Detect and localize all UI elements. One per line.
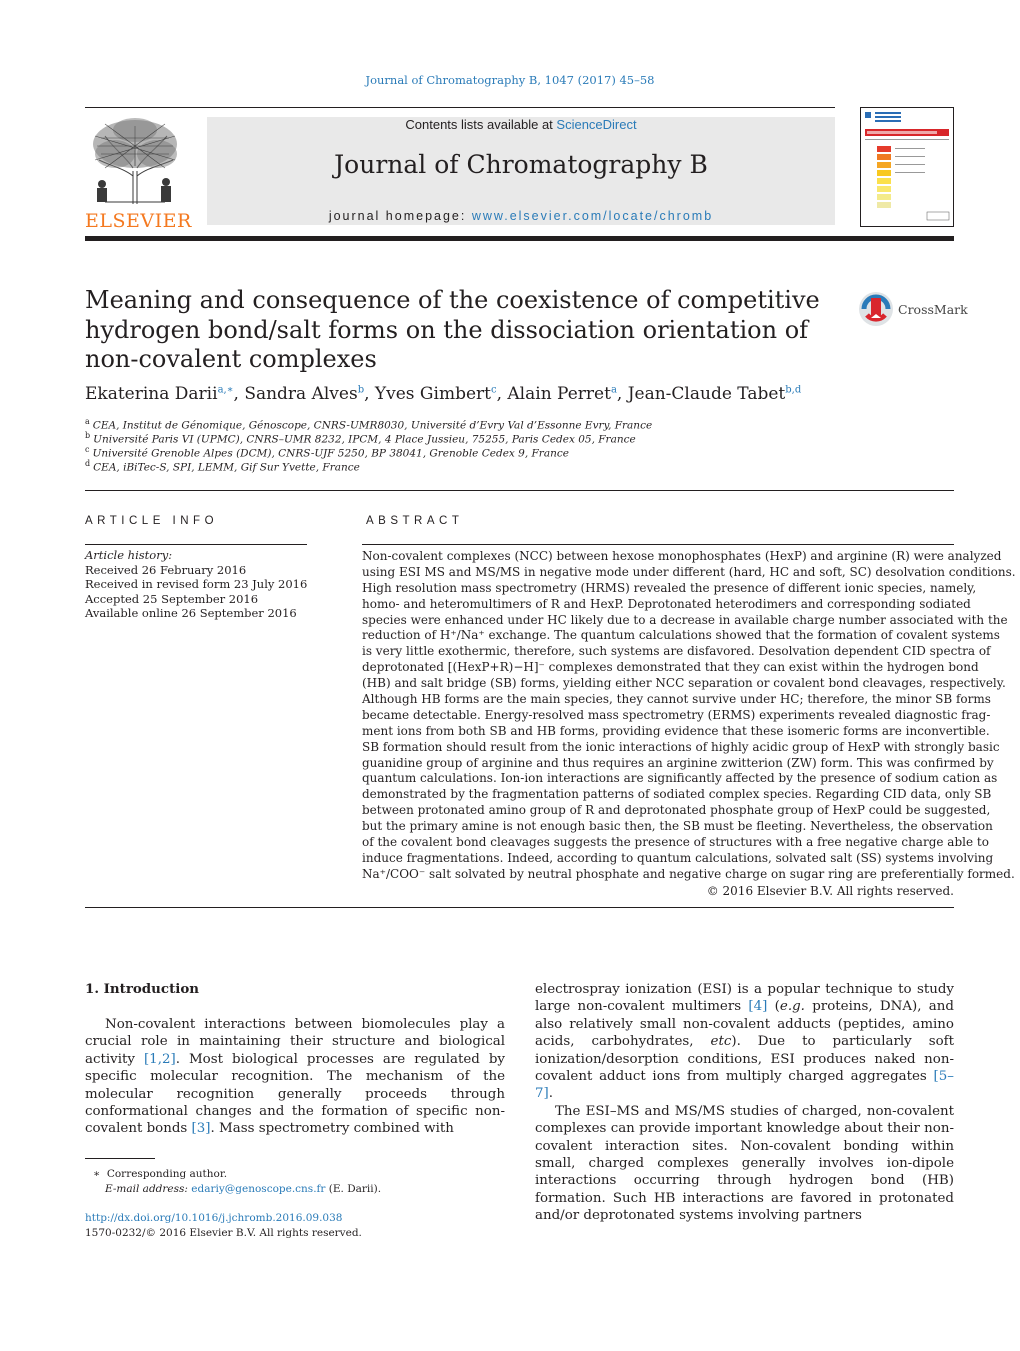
abstract-line: demonstrated by the fragmentation patterns of sodiated complex species. Regarding CID data, only SB [362,787,992,802]
affiliation-c: $^c$ Université Grenoble Alpes (DCM), CNRS-UJF 5250, BP 38041, Grenoble Cedex 9, France [85,445,569,460]
history-online: Available online 26 September 2016 [85,606,297,620]
homepage-link[interactable]: www.elsevier.com/locate/chromb [471,209,714,223]
reference-link[interactable]: [3] [191,1121,211,1137]
abstract-line: became detectable. Energy-resolved mass spectrometry (ERMS) experiments revealed diagnostic frag- [362,707,991,722]
intro-paragraph [85,1016,505,1138]
elsevier-tree-icon [85,116,185,208]
author-separator: , [616,384,628,404]
elsevier-wordmark: ELSEVIER [85,210,192,232]
history-revised: Received in revised form 23 July 2016 [85,577,308,591]
intro-text: . Most biological processes are regulated by specific molecular recognition. The mechanism of the molecular recognition generally proceeds through conformational changes and the formation of specific non-covalent bonds [85,1051,506,1137]
abstract-line: is very little exothermic, therefore, such systems are disfavored. Desolvation dependent CID spectra of [362,644,991,659]
doi-link[interactable]: http://dx.doi.org/10.1016/j.jchromb.2016.09.038 [85,1212,343,1224]
author-name: Yves Gimbert [374,384,491,404]
abstract-line: SB formation should result from the ionic interactions of highly acidic group of HexP with strongly basic [362,739,1000,754]
affiliations-rule [85,490,954,491]
sciencedirect-link[interactable]: ScienceDirect [556,117,637,132]
header-top-rule [85,107,835,108]
journal-citation[interactable]: Journal of Chromatography B, 1047 (2017) 45–58 [365,73,655,87]
author-separator: , [364,384,375,404]
affiliation-d: $^d$ CEA, iBiTec-S, SPI, LEMM, Gif Sur Yvette, France [85,459,360,474]
email-note: E-mail address: edariy@genoscope.cns.fr (E. Darii). [105,1183,382,1195]
author-separator: , [233,384,245,404]
history-label: Article history: [85,548,173,562]
author-list [85,384,945,404]
author-affiliation-mark[interactable]: c [490,384,497,396]
article-info-heading: ARTICLE INFO [85,515,219,527]
intro-text: electrospray ionization (ESI) is a popular technique to study large non-covalent multimers [535,982,954,1015]
abstract-copyright: © 2016 Elsevier B.V. All rights reserved. [706,884,954,898]
affiliation-b: $^b$ Université Paris VI (UPMC), CNRS–UMR 8232, IPCM, 4 Place Jussieu, 75255, Paris Cedex 05, France [85,431,636,446]
intro-paragraph [535,981,954,1103]
abstract-line: Na⁺/COO⁻ salt solvated by neutral phosphate and negative charge on sugar ring are preferentially formed. [362,866,1015,881]
abstract-line: ment ions from both SB and HB forms, providing evidence that these isomeric forms are inconvertible. [362,723,990,738]
abstract-line: quantum calculations. Ion-ion interactions are significantly affected by the presence of sodium cation as [362,771,998,786]
intro-text: Non-covalent interactions between biomolecules play a crucial role in maintaining their structure and biological activity [85,1017,505,1067]
intro-text: ). Due to particularly soft ionization/desorption conditions, ESI produces naked non-covalent adduct ions from multiply charged aggregates [535,1034,955,1085]
contents-available: Contents lists available at ScienceDirect [405,117,637,132]
abstract-line: deprotonated [(HexP+R)−H]⁻ complexes demonstrated that they can exist within the hydrogen bond [362,660,979,675]
author-affiliation-mark[interactable]: a,∗ [217,384,234,396]
email-link[interactable]: edariy@genoscope.cns.fr [191,1183,326,1195]
crossmark-badge[interactable] [858,290,968,330]
author-affiliation-mark[interactable]: a [610,384,617,396]
intro-text: e.g. [779,999,805,1015]
footnote-rule [85,1158,155,1159]
issn-copyright: 1570-0232/© 2016 Elsevier B.V. All rights reserved. [85,1227,362,1239]
article-info-rule [85,544,307,545]
abstract-line: guanidine group of arginine and thus requires an arginine zwitterion (ZW) form. This was confirmed by [362,755,994,770]
intro-text: The ESI–MS and MS/MS studies of charged, non-covalent complexes can provide important knowledge about their non-covalent interaction sites. Non-covalent bonding within small, charged complexes generally involves ion-dipole interactions occurring through hydrogen bond (HB) formation. Such HB interactions are favored in protonated and/or deprotonated systems involving partners [535,1103,954,1224]
abstract-line: Non-covalent complexes (NCC) between hexose monophosphates (HexP) and arginine (R) were analyzed [362,549,1002,563]
abstract-line: Although HB forms are the main species, they cannot survive under HC; therefore, the minor SB forms [362,692,991,707]
history-received: Received 26 February 2016 [85,562,247,577]
reference-link[interactable]: [4] [748,999,768,1015]
intro-text: . [548,1086,554,1102]
author-name: Sandra Alves [244,384,358,404]
intro-right-column [535,981,954,1225]
affiliation-a: $^a$ CEA, Institut de Génomique, Génoscope, CNRS-UMR8030, Université d’Evry Val d’Essonne Evry, France [85,417,653,432]
introduction-heading: 1. Introduction [85,981,200,997]
abstract-rule [362,544,954,545]
intro-text: ( [767,999,780,1015]
article-title: Meaning and consequence of the coexistence of competitive hydrogen bond/salt forms on the dissociation orientation of non-covalent complexes [85,286,820,373]
reference-link[interactable]: [5–7] [535,1069,954,1102]
abstract-line: induce fragmentations. Indeed, according to quantum calculations, solvated salt (SS) systems involving [362,850,994,865]
abstract-body [362,549,1016,883]
author-separator: , [496,384,508,404]
abstract-line: homo- and heteromultimers of R and HexP. Deprotonated heterodimers and corresponding sodiated [362,596,971,611]
intro-text: proteins, DNA), and also relatively small non-covalent adducts (peptides, amino acids, carbohydrates, [535,999,954,1050]
author-affiliation-mark[interactable]: b [357,384,365,396]
abstract-line: but the primary amine is not enough basic then, the SB must be fleeting. Nevertheless, the observation [362,819,993,834]
abstract-line: High resolution mass spectrometry (HRMS) revealed the presence of different ionic species, namely, [362,580,977,595]
abstract-line: between protonated amino group of R and deprotonated phosphate group of HexP could be suggested, [362,803,991,818]
reference-link[interactable]: [1,2] [143,1051,176,1067]
crossmark-icon [858,290,894,328]
crossmark-label: CrossMark [898,302,968,317]
journal-homepage: journal homepage: www.elsevier.com/locate/chromb [328,209,714,223]
abstract-line: (HB) and salt bridge (SB) forms, yielding either NCC separation or covalent bond cleavages, respectively. [362,676,1006,691]
abstract-line: species were enhanced under HC likely due to a decrease in available charge number associated with the [362,612,1008,627]
journal-name: Journal of Chromatography B [334,150,708,179]
author-affiliation-mark[interactable]: b,d [785,384,802,396]
corresponding-author-note: ∗ Corresponding author. [93,1168,228,1180]
history-accepted: Accepted 25 September 2016 [85,591,259,606]
article-history [85,548,310,621]
intro-left-column [85,1016,505,1138]
abstract-line: of the covalent bond cleavages suggests the presence of structures with a free negative charge able to [362,835,989,850]
author-name: Ekaterina Darii [85,384,218,404]
author-name: Alain Perret [507,384,611,404]
abstract-line: using ESI MS and MS/MS in negative mode under different (hard, HC and soft, SC) desolvation conditions. [362,564,1016,579]
intro-paragraph [535,1103,954,1225]
author-name: Jean-Claude Tabet [627,384,786,404]
elsevier-logo[interactable] [85,116,192,232]
header-bottom-rule [85,236,954,241]
intro-text: . Mass spectrometry combined with [210,1121,454,1137]
intro-text: etc [710,1034,732,1050]
abstract-line: reduction of H⁺/Na⁺ exchange. The quantum calculations showed that the formation of covalent systems [362,628,1000,643]
abstract-bottom-rule [85,907,954,908]
journal-cover-thumbnail[interactable] [860,107,954,227]
abstract-heading: ABSTRACT [366,515,464,527]
journal-cover-icon [861,108,953,226]
